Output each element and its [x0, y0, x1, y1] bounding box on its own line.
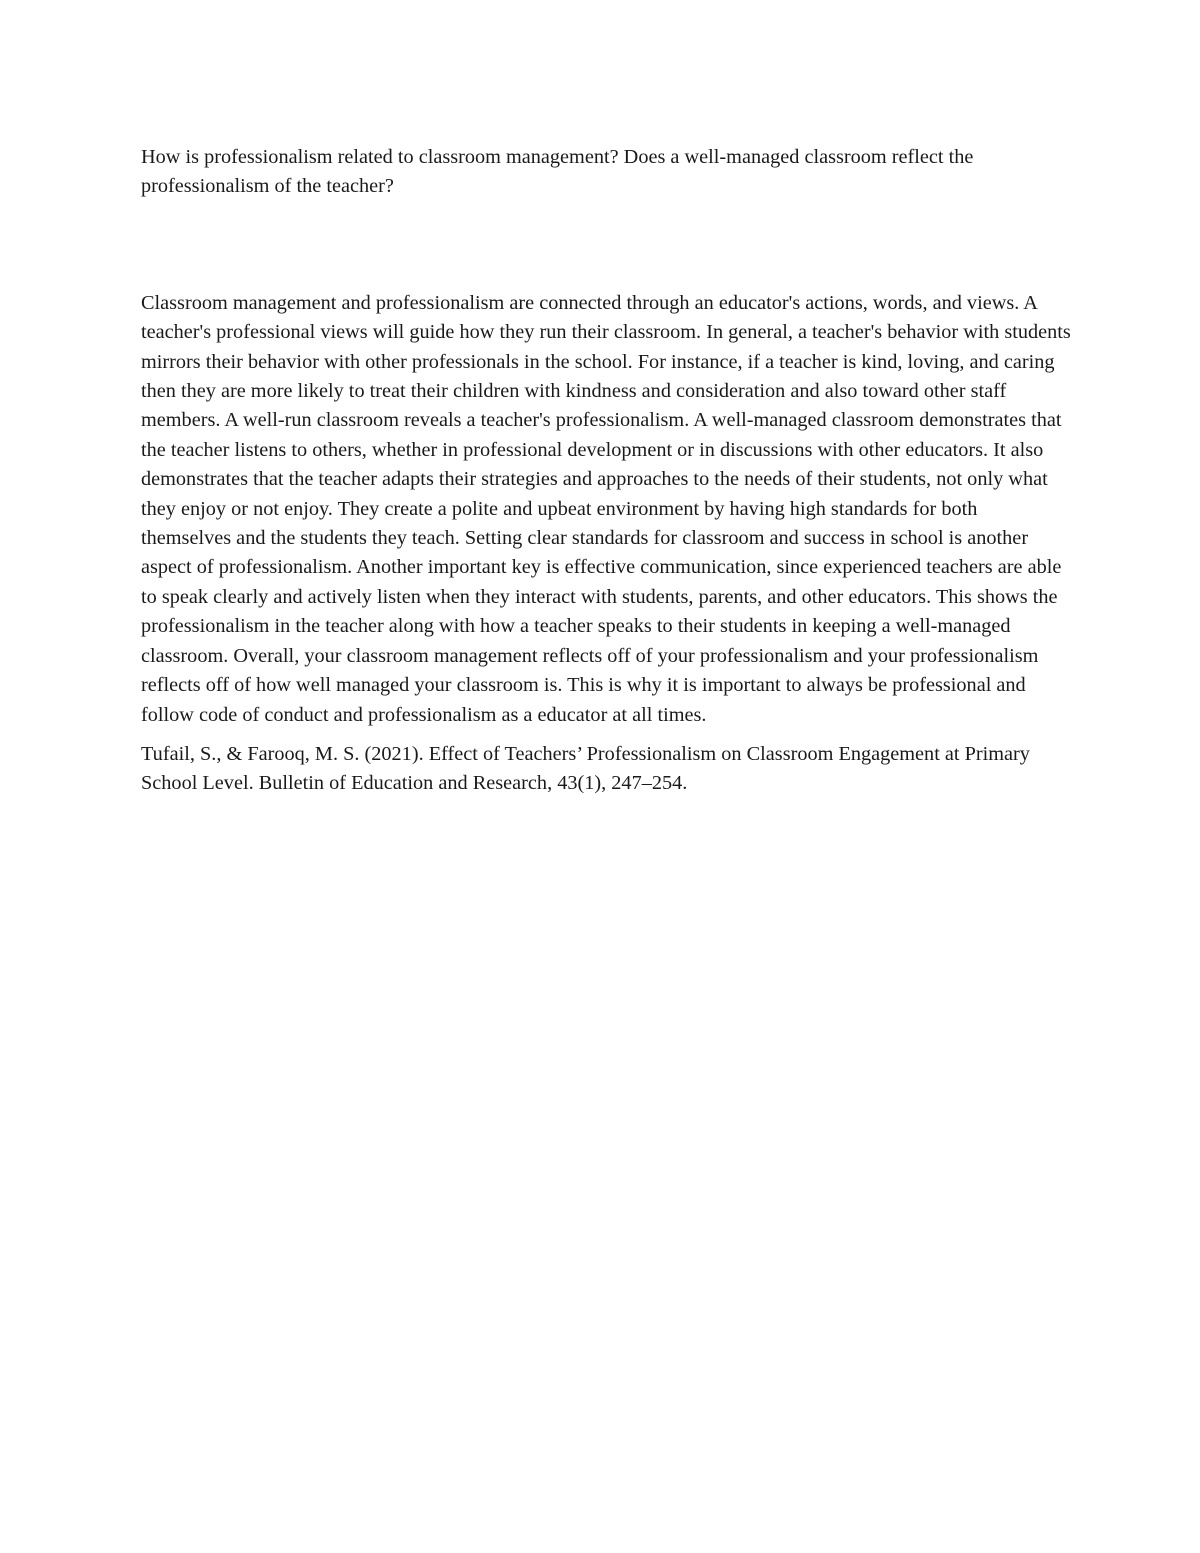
- question-paragraph: How is professionalism related to classroom management? Does a well-managed classroom reflect the professionalism of the teacher?: [141, 146, 974, 198]
- document-body: [141, 143, 1071, 799]
- reference-citation: Tufail, S., & Farooq, M. S. (2021). Effect of Teachers’ Professionalism on Classroom Engagement at Primary School Level. Bulletin of Education and Research, 43(1), 247–254.: [141, 742, 1030, 795]
- answer-paragraph: Classroom management and professionalism are connected through an educator's actions, words, and views. A teacher's professional views will guide how they run their classroom. In general, a teacher's behavior with students mirrors their behavior with other professionals in the school. For instance, if a teacher is kind, loving, and caring then they are more likely to treat their children with kindness and consideration and also toward other staff members. A well-run classroom reveals a teacher's professionalism. A well-managed classroom demonstrates that the teacher listens to others, whether in professional development or in discussions with other educators. It also demonstrates that the teacher adapts their strategies and approaches to the needs of their students, not only what they enjoy or not enjoy. They create a polite and upbeat environment by having high standards for both themselves and the students they teach. Setting clear standards for classroom and success in school is another aspect of professionalism. Another important key is effective communication, since experienced teachers are able to speak clearly and actively listen when they interact with students, parents, and other educators. This shows the professionalism in the teacher along with how a teacher speaks to their students in keeping a well-managed classroom. Overall, your classroom management reflects off of your professionalism and your professionalism reflects off of how well managed your classroom is. This is why it is important to always be professional and follow code of conduct and professionalism as a educator at all times.: [141, 291, 1071, 726]
